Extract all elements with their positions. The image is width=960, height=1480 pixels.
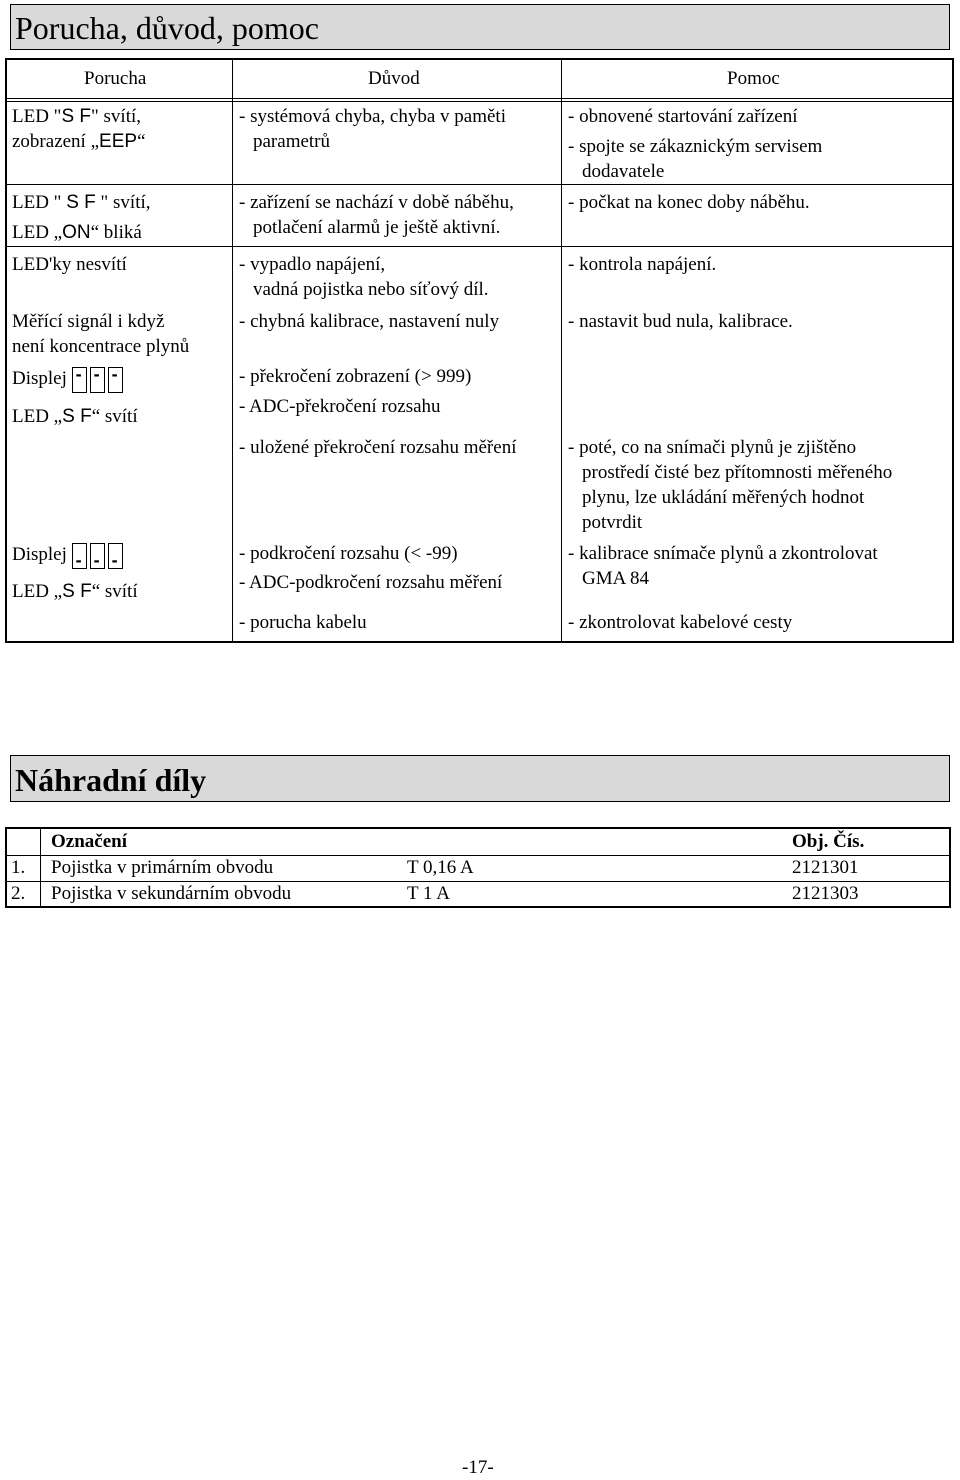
help-text: - zkontrolovat kabelové cesty [568, 612, 793, 633]
help-text: - spojte se zákaznickým servisem [568, 136, 823, 157]
reason-text: potlačení alarmů je ještě aktivní. [253, 217, 501, 238]
reason-text: - uložené překročení rozsahu měření [239, 437, 517, 458]
header-divider [5, 101, 954, 102]
section-title: Porucha, důvod, pomoc [15, 10, 319, 46]
section-title: Náhradní díly [15, 762, 207, 798]
help-text: - nastavit bud nula, kalibrace. [568, 311, 793, 332]
display-segment: - [90, 367, 105, 393]
column-divider [561, 58, 562, 642]
table-border-left [5, 827, 7, 908]
part-value: T 1 A [407, 883, 450, 904]
help-text: GMA 84 [582, 568, 650, 589]
help-text: prostředí čisté bez přítomnosti měřeného [582, 462, 893, 483]
column-divider [232, 58, 233, 642]
row-divider [5, 246, 954, 247]
table-border-bottom [5, 906, 951, 908]
reason-text: - vypadlo napájení, [239, 254, 386, 275]
display-segment: - [108, 367, 123, 393]
fault-display-underrange: Displej - - - [12, 542, 126, 569]
header-pomoc: Pomoc [727, 68, 780, 89]
reason-text: - ADC-podkročení rozsahu měření [239, 572, 503, 593]
fault-led-on: LED „ON“ bliká [12, 222, 142, 243]
header-porucha: Porucha [84, 68, 147, 89]
display-segment: - [108, 543, 123, 569]
fault-text: Měřící signál i když [12, 311, 165, 332]
display-segment: - [90, 543, 105, 569]
page-number: -17- [462, 1457, 494, 1478]
table-border-left [5, 58, 7, 642]
header-obj-cis: Obj. Čís. [792, 831, 865, 852]
section-title-banner [10, 4, 950, 50]
row-divider [5, 184, 954, 185]
fault-display-eep: zobrazení „EEP“ [12, 131, 146, 152]
reason-text: vadná pojistka nebo síťový díl. [253, 279, 489, 300]
reason-text: - překročení zobrazení (> 999) [239, 366, 472, 387]
fault-led-sf: LED " S F " svítí, [12, 192, 151, 213]
display-segment: - [72, 543, 87, 569]
fault-display-overrange: Displej - - - [12, 366, 126, 393]
column-divider [40, 827, 41, 908]
fault-text: není koncentrace plynů [12, 336, 190, 357]
header-oznaceni: Označení [51, 831, 127, 852]
help-text: - poté, co na snímači plynů je zjištěno [568, 437, 857, 458]
part-number: 2. [11, 883, 26, 904]
reason-text: parametrů [253, 131, 331, 152]
part-number: 1. [11, 857, 26, 878]
reason-text: - zařízení se nachází v době náběhu, [239, 192, 514, 213]
reason-text: - podkročení rozsahu (< -99) [239, 543, 458, 564]
reason-text: - ADC-překročení rozsahu [239, 396, 441, 417]
part-order-number: 2121301 [792, 857, 859, 878]
part-order-number: 2121303 [792, 883, 859, 904]
fault-led-sf: LED "S F" svítí, [12, 106, 142, 127]
table-border-top [5, 827, 951, 829]
fault-led-sf: LED „S F“ svítí [12, 406, 138, 427]
reason-text: - systémová chyba, chyba v paměti [239, 106, 506, 127]
display-segment: - [72, 367, 87, 393]
help-text: - počkat na konec doby náběhu. [568, 192, 810, 213]
table-border-top [5, 58, 954, 60]
header-divider [5, 98, 954, 99]
fault-text: LED'ky nesvítí [12, 254, 127, 275]
part-name: Pojistka v sekundárním obvodu [51, 883, 292, 904]
table-border-right [952, 58, 954, 642]
part-value: T 0,16 A [407, 857, 474, 878]
section-title-banner [10, 755, 950, 802]
reason-text: - porucha kabelu [239, 612, 367, 633]
table-border-bottom [5, 641, 954, 643]
fault-led-sf: LED „S F“ svítí [12, 581, 138, 602]
help-text: plynu, lze ukládání měřených hodnot [582, 487, 865, 508]
reason-text: - chybná kalibrace, nastavení nuly [239, 311, 500, 332]
header-duvod: Důvod [368, 68, 420, 89]
help-text: dodavatele [582, 161, 665, 182]
help-text: - obnovené startování zařízení [568, 106, 798, 127]
help-text: potvrdit [582, 512, 643, 533]
part-name: Pojistka v primárním obvodu [51, 857, 274, 878]
table-border-right [949, 827, 951, 908]
help-text: - kalibrace snímače plynů a zkontrolovat [568, 543, 878, 564]
help-text: - kontrola napájení. [568, 254, 717, 275]
